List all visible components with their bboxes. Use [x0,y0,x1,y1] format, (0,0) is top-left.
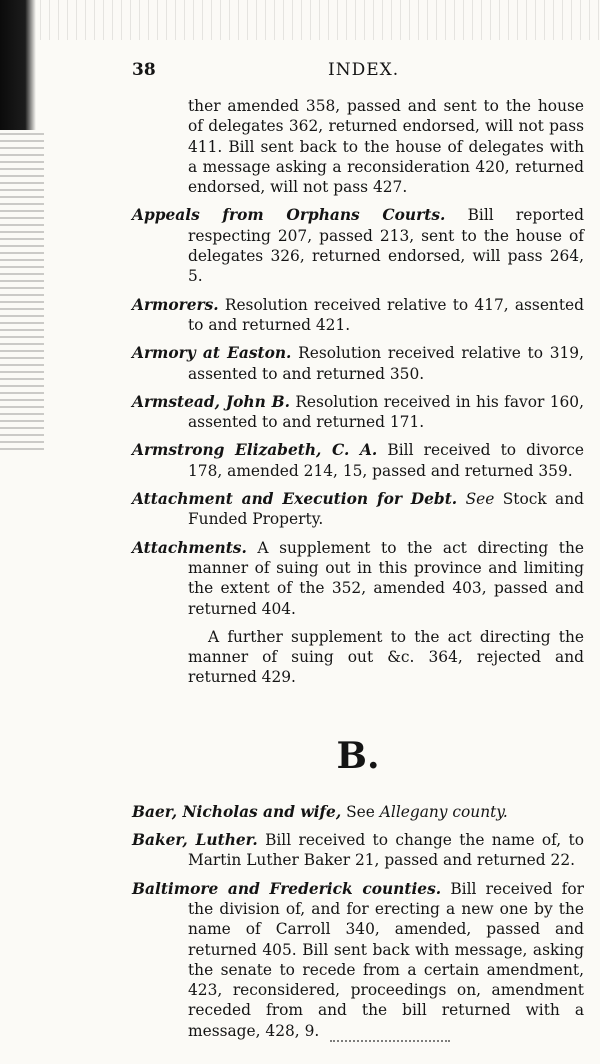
entry-text: Bill received to divorce 178, amended 214, 15, passed and returned 359. [188,441,584,480]
entry-heading: Attachments. [132,538,247,557]
index-entry [132,879,584,1041]
entry-text: ther amended 358, passed and sent to the house of delegates 362, returned endorsed, will not pass 411. Bill sent back to the house of delegates with a message asking a reconsideration 420, returned endorsed, will not pass 427. [188,97,584,197]
entry-heading: Baltimore and Frederick counties. [132,879,442,898]
entry-text: Bill reported respecting 207, passed 213, sent to the house of delegates 326, returned endorsed, will pass 264, 5. [188,206,584,286]
entry-text: Resolution received in his favor 160, assented to and returned 171. [188,392,584,432]
continued-entry [132,96,584,197]
see-reference-label: See [465,490,495,509]
entry-text: Bill received for the division of, and for erecting a new one by the name of Carroll 340, amended, passed and returned 405. Bill sent back with message, asking the senate to recede from a certain amendment, 423, reconsidered, proceedings on, amendment receded from and the bill returned with a message, 428, 9. [188,879,584,1040]
entry-heading: Baker, Luther. [132,831,258,850]
entry-text: Resolution received relative to 417, assented to and returned 421. [188,295,584,334]
index-entry [132,343,584,384]
index-entry [132,440,584,481]
index-entry [132,802,584,822]
bottom-print-mark [330,1040,450,1056]
entry-heading: Attachment and Execution for Debt. [132,490,458,509]
index-entry [132,205,584,286]
index-content [132,96,584,1049]
page-spine-shadow [0,0,36,130]
see-reference-label: See [346,802,375,821]
entry-heading: Baer, Nicholas and wife, [132,802,342,821]
entry-heading: Armory at Easton. [132,344,292,363]
top-edge-speckle [40,0,600,40]
index-entry [132,538,584,619]
page-number: 38 [132,60,156,80]
entry-heading: Armstead, John B. [132,392,290,411]
entry-subparagraph: A further supplement to the act directing the manner of suing out &c. 364, rejected and returned 429. [188,627,584,687]
running-title: INDEX. [328,60,400,80]
index-entry [132,295,584,336]
index-entry [132,830,584,871]
index-entry [132,489,584,530]
entry-heading: Appeals from Orphans Courts. [132,206,446,225]
index-entry [132,392,584,433]
section-letter-heading: B. [336,734,380,777]
entry-text: Resolution received relative to 319, assented to and returned 350. [188,344,584,383]
entry-heading: Armorers. [132,295,219,314]
margin-speckle [0,130,44,450]
entry-text: Stock and Funded Property. [188,490,584,529]
entry-heading: Armstrong Elizabeth, C. A. [132,441,378,460]
entry-text: Allegany county. [379,802,508,821]
entry-text: Bill received to change the name of, to Martin Luther Baker 21, passed and returned 22. [188,831,584,870]
entry-text: A supplement to the act directing the manner of suing out in this province and limiting the extent of the 352, amended 403, passed and returned 404. [188,538,584,618]
page-header [132,60,582,84]
